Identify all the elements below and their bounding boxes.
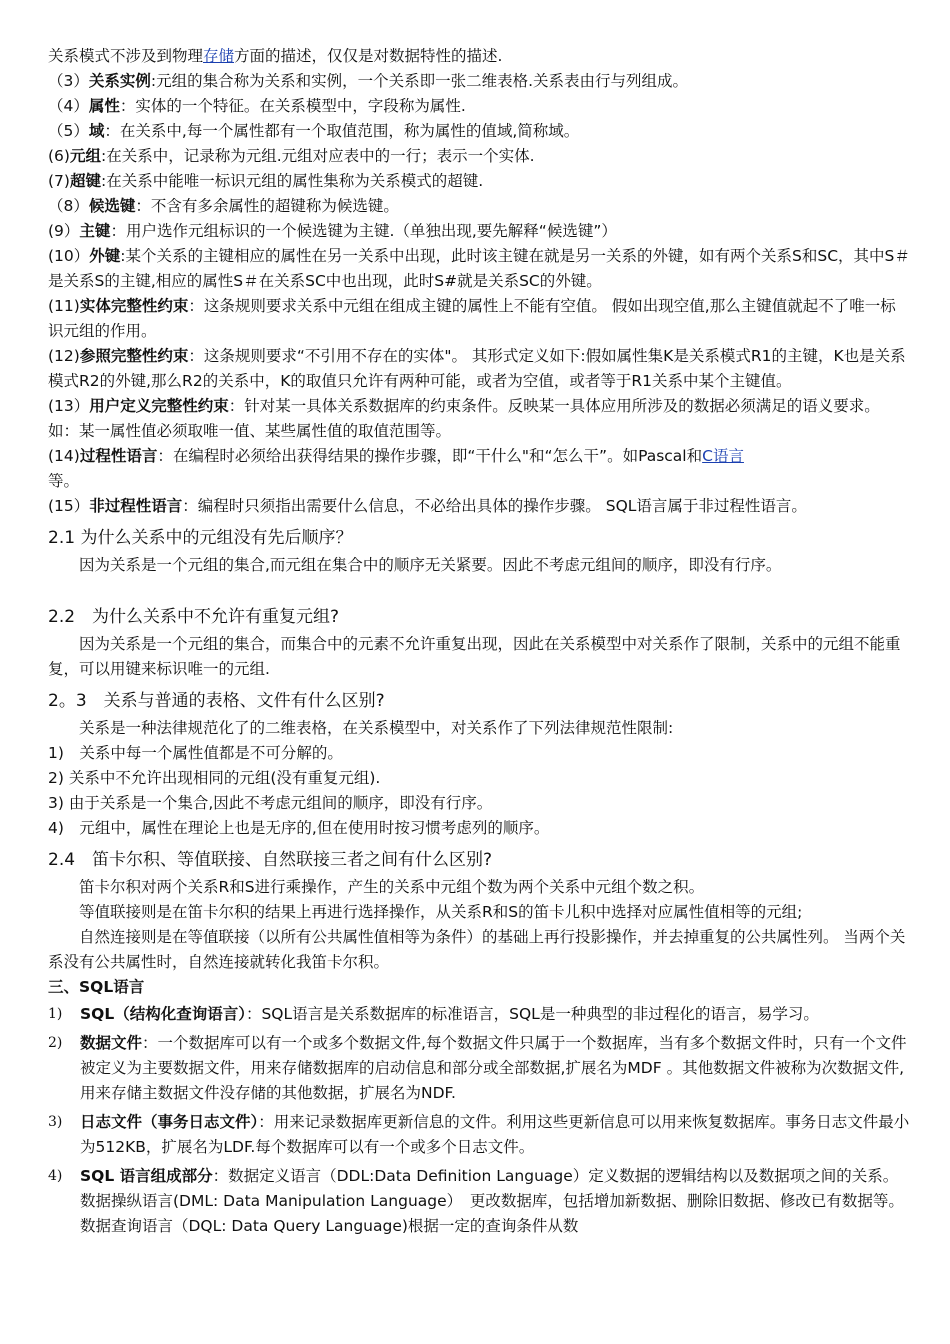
definition-item: [48, 169, 910, 194]
sql-item-term: SQL 语言组成部分: [80, 1167, 213, 1185]
q23-title: 2。3 关系与普通的表格、文件有什么区别?: [48, 691, 385, 711]
sql-list-item: [48, 1110, 910, 1160]
definition-text: ：在编程时必须给出获得结果的操作步骤，即“干什么"和“怎么干”。如Pascal和: [157, 447, 703, 465]
sql-item-number: 1): [48, 1006, 63, 1022]
definition-number: （3）: [48, 72, 89, 90]
definition-item: [48, 69, 910, 94]
definition-term: 关系实例: [88, 72, 151, 90]
definition-number: （8）: [48, 197, 89, 215]
definition-item: [48, 144, 910, 169]
definition-number: (11): [48, 297, 80, 315]
definition-term: 超键: [69, 172, 101, 190]
q24-title: 2.4 笛卡尔积、等值联接、自然联接三者之间有什么区别?: [48, 850, 493, 870]
definition-term: 参照完整性约束: [79, 347, 189, 365]
sql-list-item: [48, 1164, 910, 1239]
definition-text: :元组的集合称为关系和实例，一个关系即一张二维表格.关系表由行与列组成。: [150, 72, 689, 90]
q22-answer: 因为关系是一个元组的集合，而集合中的元素不允许重复出现，因此在关系模型中对关系作了限制，关系中的元组不能重复，可以用键来标识唯一的元组.: [48, 635, 901, 678]
definition-term: 外键: [89, 247, 121, 265]
sql-item-body: [80, 1164, 910, 1239]
section3-title: 三、SQL语言: [48, 978, 145, 996]
sql-item-body: [80, 1110, 910, 1160]
definition-text: ：这条规则要求“不引用不存在的实体"。 其形式定义如下:假如属性集K是关系模式R1的主键，K也是关系模式R2的外键,那么R2的关系中，K的取值只允许有两种可能，或者为空值，或者等于R1关系中某个主键值。: [48, 347, 906, 390]
q23-intro: 关系是一种法律规范化了的二维表格，在关系模型中，对关系作了下列法律规范性限制:: [79, 719, 674, 737]
q22-title: 2.2 为什么关系中不允许有重复元组?: [48, 607, 340, 627]
sql-item-body: [80, 1031, 910, 1106]
q21-answer: 因为关系是一个元组的集合,而元组在集合中的顺序无关紧要。因此不考虑元组间的顺序，即没有行序。: [79, 556, 782, 574]
definition-tail: 等。: [48, 472, 80, 490]
sql-list-item: [48, 1031, 910, 1106]
definition-item: [48, 294, 910, 344]
intro-line: [48, 44, 910, 69]
definition-text: ：实体的一个特征。在关系模型中，字段称为属性.: [119, 97, 466, 115]
document-page: [48, 44, 910, 1243]
definition-item: [48, 219, 910, 244]
definition-term: 主键: [79, 222, 111, 240]
q24-para: 自然连接则是在等值联接（以所有公共属性值相等为条件）的基础上再行投影操作，并去掉重复的公共属性列。 当两个关系没有公共属性时，自然连接就转化我笛卡尔积。: [48, 928, 906, 971]
definition-number: (10）: [48, 247, 90, 265]
definition-term: 属性: [88, 97, 120, 115]
definition-text: ：编程时只须指出需要什么信息，不必给出具体的操作步骤。 SQL语言属于非过程性语言。: [182, 497, 807, 515]
definition-text: :在关系中能唯一标识元组的属性集称为关系模式的超键.: [100, 172, 484, 190]
sql-item-term: 数据文件: [80, 1034, 143, 1052]
definition-term: 过程性语言: [79, 447, 158, 465]
definition-term: 非过程性语言: [89, 497, 183, 515]
q24-para: 等值联接则是在笛卡尔积的结果上再进行选择操作，从关系R和S的笛卡儿积中选择对应属性值相等的元组;: [79, 903, 803, 921]
sql-item-text: ：数据定义语言（DDL:Data Definition Language）定义数据的逻辑结构以及数据项之间的关系。 数据操纵语言(DML: Data Manipulation Language） 更改数据库，包括增加新数据、删除旧数据、修改已有数据等。 数据查询语言（DQL: Data Query Language)根据一定的查询条件从数: [80, 1167, 904, 1235]
definition-item: [48, 494, 910, 519]
q23-item: 3) 由于关系是一个集合,因此不考虑元组间的顺序，即没有行序。: [48, 794, 493, 812]
c-language-link[interactable]: C语言: [702, 447, 744, 465]
intro-text-end: 方面的描述，仅仅是对数据特性的描述.: [234, 47, 503, 65]
definition-number: (7): [48, 172, 70, 190]
definition-number: (13）: [48, 397, 90, 415]
definition-number: (12): [48, 347, 80, 365]
definition-item: [48, 244, 910, 294]
definition-term: 域: [88, 122, 105, 140]
sql-item-text: ：一个数据库可以有一个或多个数据文件,每个数据文件只属于一个数据库，当有多个数据文件时，只有一个文件被定义为主要数据文件，用来存储数据库的启动信息和部分或全部数据,扩展名为MDF 。其他数据文件被称为次数据文件,用来存储主数据文件没存储的其他数据，扩展名为NDF.: [80, 1034, 907, 1102]
definition-text: ：这条规则要求关系中元组在组成主键的属性上不能有空值。 假如出现空值,那么主键值就起不了唯一标识元组的作用。: [48, 297, 896, 340]
definition-text: :在关系中，记录称为元组.元组对应表中的一行；表示一个实体.: [100, 147, 535, 165]
definition-number: (9）: [48, 222, 80, 240]
sql-item-term: 日志文件（事务日志文件）: [80, 1113, 259, 1131]
sql-item-text: ：用来记录数据库更新信息的文件。利用这些更新信息可以用来恢复数据库。事务日志文件最小为512KB，扩展名为LDF.每个数据库可以有一个或多个日志文件。: [80, 1113, 910, 1156]
q23-item: 1) 关系中每一个属性值都是不可分解的。: [48, 744, 343, 762]
definition-term: 用户定义完整性约束: [89, 397, 229, 415]
q23-item: 2) 关系中不允许出现相同的元组(没有重复元组).: [48, 769, 381, 787]
definition-text: ：针对某一具体关系数据库的约束条件。反映某一具体应用所涉及的数据必须满足的语义要求。如：某一属性值必须取唯一值、某些属性值的取值范围等。: [48, 397, 880, 440]
sql-item-text: ：SQL语言是关系数据库的标准语言，SQL是一种典型的非过程化的语言，易学习。: [245, 1005, 819, 1023]
storage-link[interactable]: 存储: [203, 47, 235, 65]
definition-item: [48, 394, 910, 444]
definition-text: ：在关系中,每一个属性都有一个取值范围，称为属性的值域,简称域。: [104, 122, 580, 140]
definition-number: (6): [48, 147, 70, 165]
definition-item: [48, 444, 910, 494]
definition-number: (14): [48, 447, 80, 465]
sql-item-number: 2): [48, 1035, 63, 1051]
definition-item: [48, 194, 910, 219]
definition-term: 候选键: [88, 197, 136, 215]
definition-item: [48, 119, 910, 144]
definition-number: （4）: [48, 97, 89, 115]
definition-item: [48, 94, 910, 119]
q24-para: 笛卡尔积对两个关系R和S进行乘操作，产生的关系中元组个数为两个关系中元组个数之积。: [79, 878, 705, 896]
definition-number: (15）: [48, 497, 90, 515]
sql-item-body: [80, 1002, 910, 1027]
definition-term: 元组: [69, 147, 101, 165]
sql-list-item: [48, 1002, 910, 1027]
q21-title: 2.1 为什么关系中的元组没有先后顺序？: [48, 528, 353, 548]
definition-item: [48, 344, 910, 394]
definition-number: （5）: [48, 122, 89, 140]
section3-list: [48, 1002, 910, 1239]
definition-list: [48, 69, 910, 519]
definition-text: ：不含有多余属性的超键称为候选键。: [135, 197, 399, 215]
intro-text: 关系模式不涉及到物理: [48, 47, 204, 65]
sql-item-number: 4): [48, 1168, 63, 1184]
definition-text: :某个关系的主键相应的属性在另一关系中出现，此时该主键在就是另一关系的外键，如有两个关系S和SC，其中S＃是关系S的主键,相应的属性S＃在关系SC中也出现，此时S#就是关系SC的外键。: [48, 247, 910, 290]
sql-item-term: SQL（结构化查询语言）: [80, 1005, 246, 1023]
q23-item: 4) 元组中，属性在理论上也是无序的,但在使用时按习惯考虑列的顺序。: [48, 819, 550, 837]
sql-item-number: 3): [48, 1114, 63, 1130]
definition-text: ：用户选作元组标识的一个候选键为主键.（单独出现,要先解释“候选键”）: [110, 222, 617, 240]
definition-term: 实体完整性约束: [79, 297, 189, 315]
